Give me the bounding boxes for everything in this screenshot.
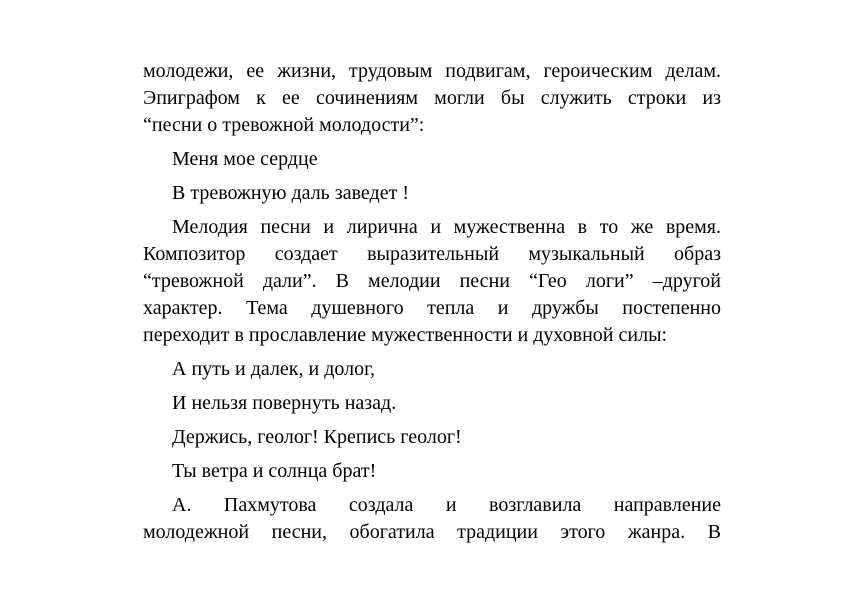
paragraph-melody [143, 214, 721, 349]
text-line: характер. Тема душевного тепла и дружбы постепенно [143, 297, 721, 319]
text-line: молодежи, ее жизни, трудовым подвигам, героическим делам. [143, 60, 721, 82]
verse-line: А путь и далек, и долог, [172, 358, 376, 380]
document-body [143, 58, 721, 553]
verse-line: Ты ветра и солнца брат! [172, 460, 377, 482]
paragraph-intro [143, 58, 721, 139]
text-line: молодежной песни, обогатила традиции этого жанра. В [143, 521, 721, 543]
text-line: “песни о тревожной молодости”: [143, 114, 425, 136]
text-line: Композитор создает выразительный музыкальный образ [143, 243, 721, 265]
verse-line: В тревожную даль заведет ! [172, 182, 409, 204]
verse-line: Меня мое сердце [172, 148, 318, 170]
verse-line: И нельзя повернуть назад. [172, 392, 397, 414]
verse-line: Держись, геолог! Крепись геолог! [172, 426, 462, 448]
text-line: “тревожной дали”. В мелодии песни “Гео логи” –другой [143, 270, 721, 292]
text-line: А. Пахмутова создала и возглавила направление [172, 494, 721, 516]
text-line: переходит в прославление мужественности и духовной силы: [143, 324, 668, 346]
paragraph-pakhmutova [143, 492, 721, 546]
text-line: Мелодия песни и лирична и мужественна в то же время. [172, 216, 721, 238]
text-line: Эпиграфом к ее сочинениям могли бы служить строки из [143, 87, 721, 109]
